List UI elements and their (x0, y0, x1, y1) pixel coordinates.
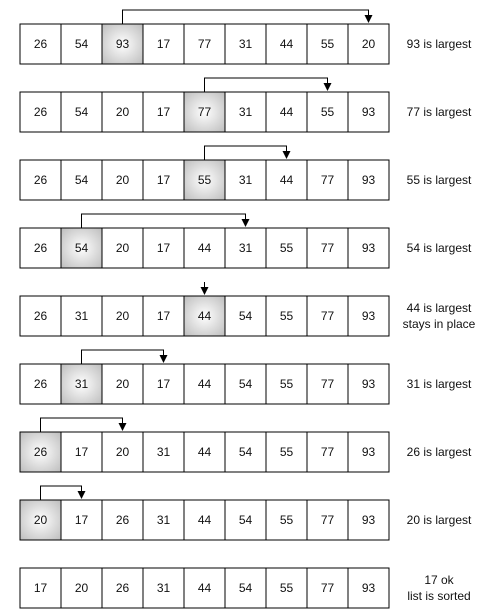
cell-value: 20 (115, 309, 130, 323)
cell-value: 17 (156, 241, 171, 255)
sort-steps (20, 10, 476, 608)
cell-value: 54 (238, 309, 253, 323)
step-label: 54 is largest (406, 241, 472, 255)
cell-value: 77 (197, 105, 212, 119)
cell-value: 17 (74, 513, 89, 527)
cell-value: 31 (238, 241, 253, 255)
cell-value: 54 (238, 513, 253, 527)
cell-value: 44 (197, 513, 212, 527)
cell-value: 54 (238, 581, 253, 595)
cell-value: 20 (115, 105, 130, 119)
cell-value: 77 (320, 377, 335, 391)
sort-step-row (20, 568, 471, 608)
swap-arrow (82, 350, 164, 364)
cell-value: 44 (197, 445, 212, 459)
cell-value: 31 (238, 37, 253, 51)
cell-value: 93 (361, 581, 376, 595)
cell-value: 20 (115, 173, 130, 187)
cell-value: 17 (74, 445, 89, 459)
sort-step-row (20, 146, 472, 200)
cell-value: 77 (320, 241, 335, 255)
cell-value: 44 (279, 105, 294, 119)
cell-value: 54 (74, 105, 89, 119)
cell-value: 55 (320, 37, 335, 51)
sort-step-row (20, 282, 476, 336)
cell-value: 17 (156, 309, 171, 323)
cell-value: 93 (361, 173, 376, 187)
step-label: 55 is largest (406, 173, 472, 187)
cell-value: 44 (197, 309, 212, 323)
step-label: 93 is largest (406, 37, 472, 51)
cell-value: 26 (115, 581, 130, 595)
cell-value: 26 (33, 377, 48, 391)
cell-value: 44 (197, 241, 212, 255)
cell-value: 31 (156, 581, 171, 595)
step-label: list is sorted (407, 589, 471, 603)
cell-value: 26 (33, 241, 48, 255)
cell-value: 26 (33, 37, 48, 51)
swap-arrow (123, 10, 369, 24)
cell-value: 93 (361, 513, 376, 527)
cell-value: 93 (361, 377, 376, 391)
cell-value: 93 (361, 241, 376, 255)
step-label: 44 is largest (406, 301, 472, 315)
cell-value: 44 (197, 377, 212, 391)
cell-value: 20 (74, 581, 89, 595)
sort-step-row (20, 486, 472, 540)
step-label: 20 is largest (406, 513, 472, 527)
cell-value: 20 (115, 445, 130, 459)
step-label: 31 is largest (406, 377, 472, 391)
swap-arrow (205, 146, 287, 160)
cell-value: 26 (33, 105, 48, 119)
cell-value: 77 (320, 513, 335, 527)
cell-value: 31 (238, 105, 253, 119)
cell-value: 31 (156, 445, 171, 459)
cell-value: 55 (279, 513, 294, 527)
cell-value: 54 (238, 377, 253, 391)
cell-value: 93 (361, 445, 376, 459)
cell-value: 54 (74, 37, 89, 51)
cell-value: 17 (33, 581, 48, 595)
cell-value: 77 (320, 309, 335, 323)
step-label: stays in place (402, 317, 476, 331)
cell-value: 26 (33, 173, 48, 187)
cell-value: 17 (156, 105, 171, 119)
swap-arrow (205, 78, 328, 92)
cell-value: 20 (361, 37, 376, 51)
step-label: 77 is largest (406, 105, 472, 119)
cell-value: 54 (74, 173, 89, 187)
cell-value: 44 (279, 37, 294, 51)
cell-value: 31 (74, 377, 89, 391)
cell-value: 55 (279, 241, 294, 255)
cell-value: 54 (238, 445, 253, 459)
cell-value: 44 (197, 581, 212, 595)
step-label: 17 ok (424, 573, 454, 587)
sort-step-row (20, 10, 472, 64)
step-label: 26 is largest (406, 445, 472, 459)
cell-value: 31 (238, 173, 253, 187)
cell-value: 77 (197, 37, 212, 51)
swap-arrow (41, 486, 82, 500)
cell-value: 55 (320, 105, 335, 119)
cell-value: 26 (33, 445, 48, 459)
cell-value: 44 (279, 173, 294, 187)
cell-value: 54 (74, 241, 89, 255)
cell-value: 20 (115, 241, 130, 255)
cell-value: 26 (115, 513, 130, 527)
cell-value: 20 (115, 377, 130, 391)
swap-arrow (41, 418, 123, 432)
cell-value: 20 (33, 513, 48, 527)
swap-arrow (82, 214, 246, 228)
cell-value: 93 (361, 105, 376, 119)
cell-value: 93 (361, 309, 376, 323)
cell-value: 77 (320, 173, 335, 187)
sort-step-row (20, 350, 472, 404)
cell-value: 55 (279, 309, 294, 323)
cell-value: 55 (279, 445, 294, 459)
cell-value: 93 (115, 37, 130, 51)
cell-value: 77 (320, 581, 335, 595)
sort-step-row (20, 214, 472, 268)
cell-value: 55 (279, 581, 294, 595)
cell-value: 55 (197, 173, 212, 187)
cell-value: 31 (74, 309, 89, 323)
cell-value: 55 (279, 377, 294, 391)
cell-value: 17 (156, 173, 171, 187)
sort-step-row (20, 78, 472, 132)
cell-value: 77 (320, 445, 335, 459)
cell-value: 17 (156, 377, 171, 391)
cell-value: 17 (156, 37, 171, 51)
sort-step-row (20, 418, 472, 472)
cell-value: 26 (33, 309, 48, 323)
cell-value: 31 (156, 513, 171, 527)
